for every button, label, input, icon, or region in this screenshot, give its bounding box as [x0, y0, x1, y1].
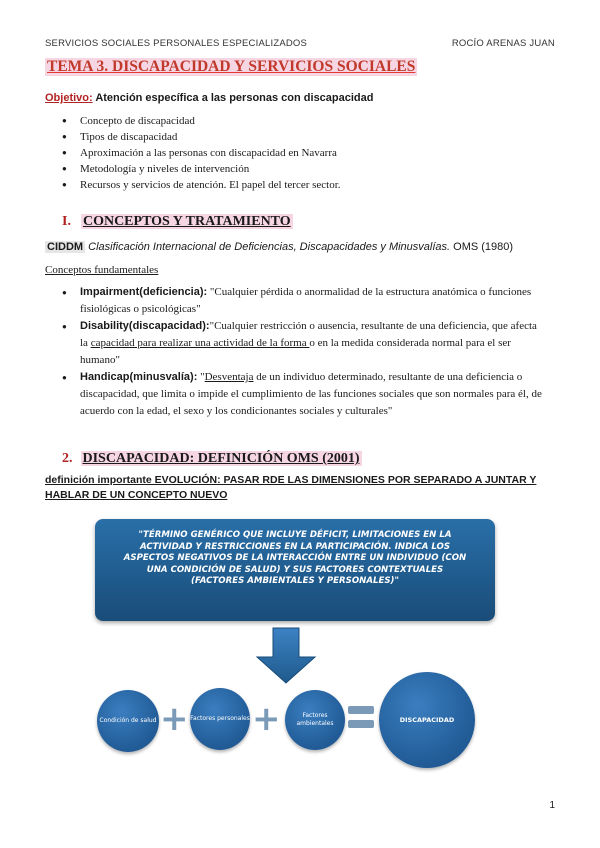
plus-icon: + [252, 699, 281, 739]
disability-underlined: capacidad para realizar una actividad de la forma [90, 337, 310, 349]
definition-box-text: "TÉRMINO GENÉRICO QUE INCLUYE DÉFICIT, LIMITACIONES EN LA ACTIVIDAD Y RESTRICCIONES EN LA PARTICIPACIÓN. INDICA LOS ASPECTOS NEGATIVOS DE LA INTERACCIÓN ENTRE UN INDIVIDUO (CON UNA CONDICIÓN DE SALUD) Y SUS FACTORES CONTEXTUALES (FACTORES AMBIENTALES Y PERSONALES)" [123, 530, 467, 587]
term-handicap: Handicap(minusvalía): [80, 371, 198, 383]
circle-discapacidad: DISCAPACIDAD [379, 672, 475, 768]
term-impairment: Impairment(deficiencia): [80, 286, 208, 298]
circle-condicion-salud: Condición de salud [97, 690, 159, 752]
section-2-heading [62, 451, 362, 467]
definition-impairment [62, 284, 542, 318]
objetivo [45, 92, 373, 104]
section-1-title: CONCEPTOS Y TRATAMIENTO [82, 214, 291, 229]
header-left: SERVICIOS SOCIALES PERSONALES ESPECIALIZADOS [45, 38, 308, 49]
list-item: ● Metodología y niveles de intervención [62, 161, 341, 177]
plus-icon: + [160, 699, 189, 739]
section-1-number: I. [62, 214, 71, 229]
impairment-text: "Cualquier pérdida o anormalidad de la estructura anatómica o funciones fisiológicas o psicológicas" [80, 286, 532, 315]
conceptos-label: Conceptos fundamentales [45, 264, 159, 276]
section-2-number: 2. [62, 451, 73, 466]
objetivo-text: Atención específica a las personas con discapacidad [92, 92, 374, 104]
circle-factores-ambientales: Factores ambientales [285, 690, 345, 750]
section-2-title: DISCAPACIDAD: DEFINICIÓN OMS (2001) [82, 451, 360, 466]
ciddm-tag: CIDDM [47, 241, 84, 253]
topics-list [62, 113, 341, 193]
list-item: ● Tipos de discapacidad [62, 129, 341, 145]
circle-factores-personales: Factores personales [190, 688, 250, 750]
handicap-underlined: Desventaja [204, 371, 254, 383]
header-right: ROCÍO ARENAS JUAN [451, 38, 555, 49]
page-title: TEMA 3. DISCAPACIDAD Y SERVICIOS SOCIALES [47, 58, 416, 75]
list-item: ● Recursos y servicios de atención. El papel del tercer sector. [62, 177, 341, 193]
handicap-post: de un individuo determinado, resultante de una deficiencia o discapacidad, que limita o impide el cumplimiento de las funciones sociales que son normales para él, de acuerdo con la edad, el sexo y los condicionantes sociales y culturales" [80, 371, 542, 417]
definicion-importante: definición importante EVOLUCIÓN: PASAR RDE LAS DIMENSIONES POR SEPARADO A JUNTAR Y HABLAR DE UN CONCEPTO NUEVO [45, 474, 537, 501]
ciddm-source: OMS (1980) [450, 241, 514, 253]
handicap-pre: " [197, 371, 205, 383]
definitions-list [62, 284, 542, 420]
disability-pre: "Cualquier restricción o ausencia, resultante de una deficiencia, que afecta la [80, 320, 537, 349]
ciddm-line [45, 241, 513, 253]
equals-icon [348, 706, 374, 732]
objetivo-label: Objetivo: [45, 92, 93, 104]
definition-disability [62, 318, 542, 369]
ciddm-name: Clasificación Internacional de Deficiencias, Discapacidades y Minusvalías. [88, 241, 451, 253]
disability-post: o en la medida considerada normal para el ser humano" [80, 337, 511, 366]
term-disability: Disability(discapacidad): [80, 320, 210, 332]
definition-handicap [62, 369, 542, 420]
page-number: 1 [549, 800, 555, 811]
section-1-heading [62, 214, 293, 230]
list-item: ● Aproximación a las personas con discapacidad en Navarra [62, 145, 341, 161]
list-item: ● Concepto de discapacidad [62, 113, 341, 129]
down-arrow-icon [255, 627, 317, 685]
definition-box [95, 519, 495, 621]
